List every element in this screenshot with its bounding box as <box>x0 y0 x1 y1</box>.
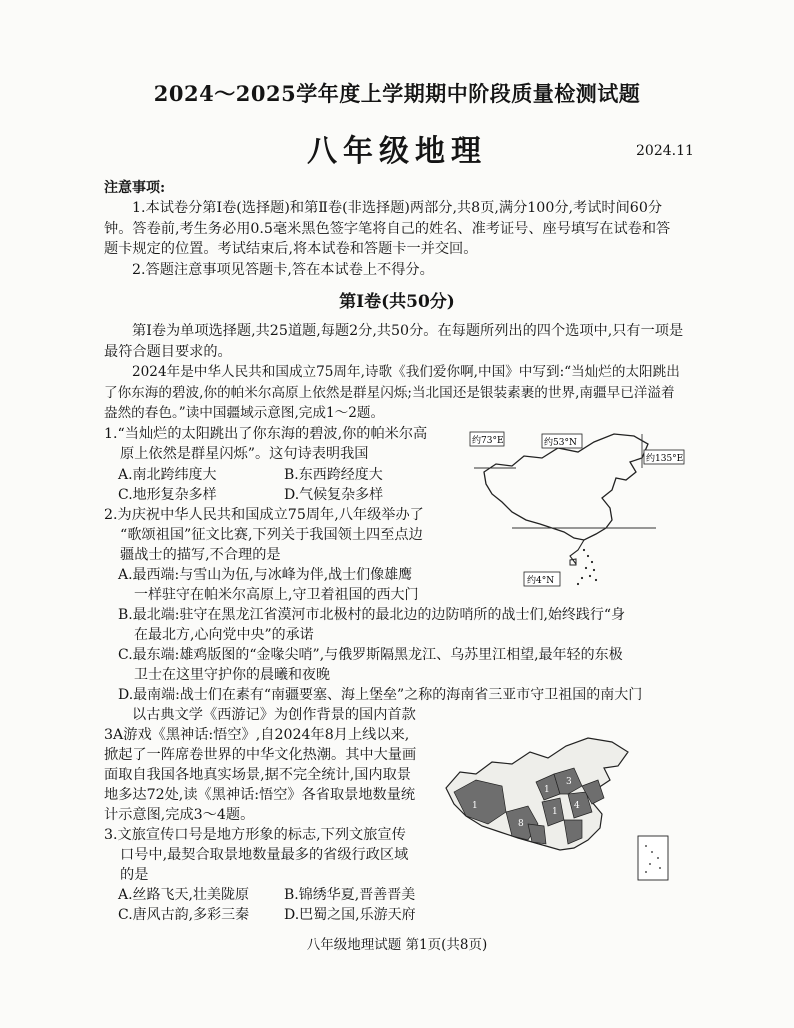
china-territory-map <box>466 428 688 594</box>
q2-stem-line1: 2.为庆祝中华人民共和国成立75周年,八年级举办了 <box>104 507 424 523</box>
q3-option-c: C.唐风古韵,多彩三秦 <box>118 907 250 923</box>
q2-option-d: D.最南端:战士们在素有“南疆要塞、海上堡垒”之称的海南省三亚市守卫祖国的南大门 <box>118 687 643 703</box>
count-label: 1 <box>472 801 478 811</box>
q1-option-c: C.地形复杂多样 <box>118 487 217 503</box>
q2-option-b-line2: 在最北方,心向党中央”的承诺 <box>134 627 314 643</box>
q2-option-b-line1: B.最北端:驻守在黑龙江省漠河市北极村的最北边的边防哨所的战士们,始终践行“身 <box>118 607 626 623</box>
subject-title: 八年级地理 <box>307 134 487 169</box>
q1-option-b: B.东西跨经度大 <box>284 467 383 483</box>
q3-option-a: A.丝路飞天,壮美陇原 <box>118 887 250 903</box>
passage-2-line3: 掀起了一阵席卷世界的中华文化热潮。其中大量画 <box>104 747 417 763</box>
label-4n: 约4°N <box>527 576 555 586</box>
notice-item-2: 2.答题注意事项见答题卡,答在本试卷上不得分。 <box>132 262 434 278</box>
coastline-south <box>570 540 584 564</box>
label-73e: 约73°E <box>472 436 504 446</box>
count-label: 3 <box>566 777 572 787</box>
q2-option-c-line1: C.最东端:雄鸡版图的“金喙尖哨”,与俄罗斯隔黑龙江、乌苏里江相望,最年轻的东极 <box>118 647 623 663</box>
exam-title: 2024～2025学年度上学期期中阶段质量检测试题 <box>153 81 641 106</box>
q2-option-a-line1: A.最西端:与雪山为伍,与冰峰为伴,战士们像雄鹰 <box>118 567 413 583</box>
q2-option-c-line2: 卫士在这里守护你的晨曦和夜晚 <box>134 667 330 683</box>
notice-item-1: 1.本试卷分第Ⅰ卷(选择题)和第Ⅱ卷(非选择题)两部分,共8页,满分100分,考试时间60分钟。答卷前,考生务必用0.5毫米黑色签字笔将自己的姓名、准考证号、座号填写在试卷和答题卡规定的位置。考试结束后,将本试卷和答题卡一并交回。 <box>104 200 671 257</box>
q1-option-d: D.气候复杂多样 <box>284 487 384 503</box>
q3-stem-line2: 口号中,最契合取景地数量最多的省级行政区域 <box>120 847 409 863</box>
passage-2-line4: 面取自我国各地真实场景,据不完全统计,国内取景 <box>104 767 411 783</box>
q1-stem-line2: 原上依然是群星闪烁”。这句诗表明我国 <box>120 446 369 462</box>
q3-stem-line3: 的是 <box>120 867 149 883</box>
label-135e: 约135°E <box>646 454 684 464</box>
china-outline <box>484 434 648 540</box>
q2-stem-line3: 疆战士的描写,不合理的是 <box>120 547 281 563</box>
passage-2-line5: 地多达72处,读《黑神话:悟空》各省取景地数量统 <box>104 787 416 803</box>
exam-date: 2024.11 <box>636 143 694 159</box>
count-label: 8 <box>518 819 524 829</box>
count-label: 4 <box>574 801 580 811</box>
count-label: 1 <box>544 785 550 795</box>
section-intro: 第Ⅰ卷为单项选择题,共25道题,每题2分,共50分。在每题所列出的四个选项中,只有一项是最符合题目要求的。 <box>104 323 684 360</box>
section-title: 第Ⅰ卷(共50分) <box>339 292 455 312</box>
south-sea-inset <box>638 836 668 880</box>
passage-2-line6: 计示意图,完成3～4题。 <box>104 807 255 823</box>
passage-2-line1: 以古典文学《西游记》为创作背景的国内首款 <box>132 707 416 723</box>
q3-option-d: D.巴蜀之国,乐游天府 <box>284 907 416 923</box>
south-sea-islands <box>577 549 597 585</box>
q2-stem-line2: “歌颂祖国”征文比赛,下列关于我国领土四至点边 <box>120 527 423 543</box>
label-53n: 约53°N <box>544 438 577 448</box>
passage-1: 2024年是中华人民共和国成立75周年,诗歌《我们爱你啊,中国》中写到:“当灿烂的太阳跳出了你东海的碧波,你的帕米尔高原上依然是群星闪烁;当北国还是银装素裹的世界,南疆早已洋溢着盎然的春色。”读中国疆域示意图,完成1～2题。 <box>104 364 680 421</box>
q2-option-a-line2: 一样驻守在帕米尔高原上,守卫着祖国的西大门 <box>134 587 419 603</box>
q1-option-a: A.南北跨纬度大 <box>118 467 217 483</box>
filming-locations-map <box>432 728 682 888</box>
q1-stem-line1: 1.“当灿烂的太阳跳出了你东海的碧波,你的帕米尔高 <box>104 426 428 442</box>
page-footer: 八年级地理试题 第1页(共8页) <box>306 937 488 953</box>
notice-heading: 注意事项: <box>104 180 166 196</box>
count-label: 1 <box>552 807 558 817</box>
q3-option-b: B.锦绣华夏,晋善晋美 <box>284 887 416 903</box>
passage-2-line2: 3A游戏《黑神话:悟空》,自2024年8月上线以来, <box>104 727 410 743</box>
q3-stem-line1: 3.文旅宣传口号是地方形象的标志,下列文旅宣传 <box>104 827 406 843</box>
